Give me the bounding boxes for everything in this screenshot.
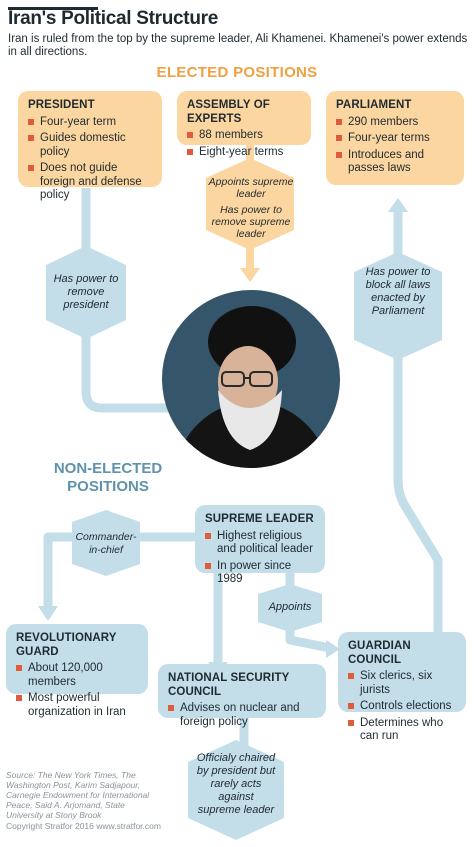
president-box [18,91,162,201]
source-note: Source: The New York Times, The Washington Post, Karim Sadjapour, Carnegie Endowment for International Peace, Said A. Arjomand, State University at Stony Brook [6,770,150,820]
guardian-council-item: Six clerics, six jurists [348,670,456,697]
page-subtitle: Iran is ruled from the top by the supreme leader, Ali Khamenei. Khamenei's power extends in all directions. [8,33,468,58]
block-laws-label: Has power to block all laws enacted by Parliament [365,266,431,317]
supreme-leader-title: SUPREME LEADER [205,513,314,525]
parliament-title: PARLIAMENT [336,99,412,111]
supreme-leader-item: In power since 1989 [205,560,315,587]
president-item: Guides domestic policy [28,132,152,159]
non-elected-positions-heading: NON-ELECTED POSITIONS [53,460,163,495]
guardian-council-item: Determines who can run [348,717,456,744]
guardian-council-box [338,632,466,742]
supreme-leader-portrait [162,290,340,468]
revolutionary-guard-item: Most powerful organization in Iran [16,692,138,719]
national-security-council-box [158,664,326,728]
copyright-credit: Copyright Stratfor 2016 www.stratfor.com [6,821,161,831]
guard-arrowhead [38,606,58,621]
revolutionary-guard-title: REVOLUTIONARY GUARD [16,632,117,658]
revolutionary-guard-item: About 120,000 members [16,662,138,689]
assembly-arrowhead [240,268,260,282]
supreme-leader-box [195,505,325,585]
supreme-leader-item: Highest religious and political leader [205,530,315,557]
guardian-council-title: GUARDIAN COUNCIL [348,640,411,666]
parliament-arrowhead [388,198,408,212]
appoints-supreme-leader-label: Appoints supreme leader Has power to remove supreme leader [208,176,294,240]
chaired-label: Officialy chaired by president but rarely acts against supreme leader [196,752,276,816]
parliament-item: Four-year terms [336,132,454,146]
president-title: PRESIDENT [28,99,95,111]
parliament-item: Introduces and passes laws [336,149,454,176]
president-item: Does not guide foreign and defense policy [28,162,152,203]
parliament-item: 290 members [336,116,454,130]
president-item: Four-year term [28,116,152,130]
national-security-council-title: NATIONAL SECURITY COUNCIL [168,672,290,698]
appoints-label: Appoints [268,601,312,613]
elected-positions-heading: ELECTED POSITIONS [156,64,318,81]
parliament-box [326,91,464,185]
assembly-of-experts-box [177,91,311,158]
assembly-item: Eight-year terms [187,146,301,160]
page-title: Iran's Political Structure [8,8,219,29]
national-security-council-item: Advises on nuclear and foreign policy [168,702,316,729]
guardian-council-item: Controls elections [348,700,456,714]
assembly-title: ASSEMBLY OF EXPERTS [187,99,270,125]
assembly-item: 88 members [187,129,301,143]
revolutionary-guard-box [6,624,148,718]
portrait-image [162,290,340,468]
commander-in-chief-label: Commander-in-chief [75,531,137,556]
remove-president-label: Has power to remove president [53,273,119,311]
